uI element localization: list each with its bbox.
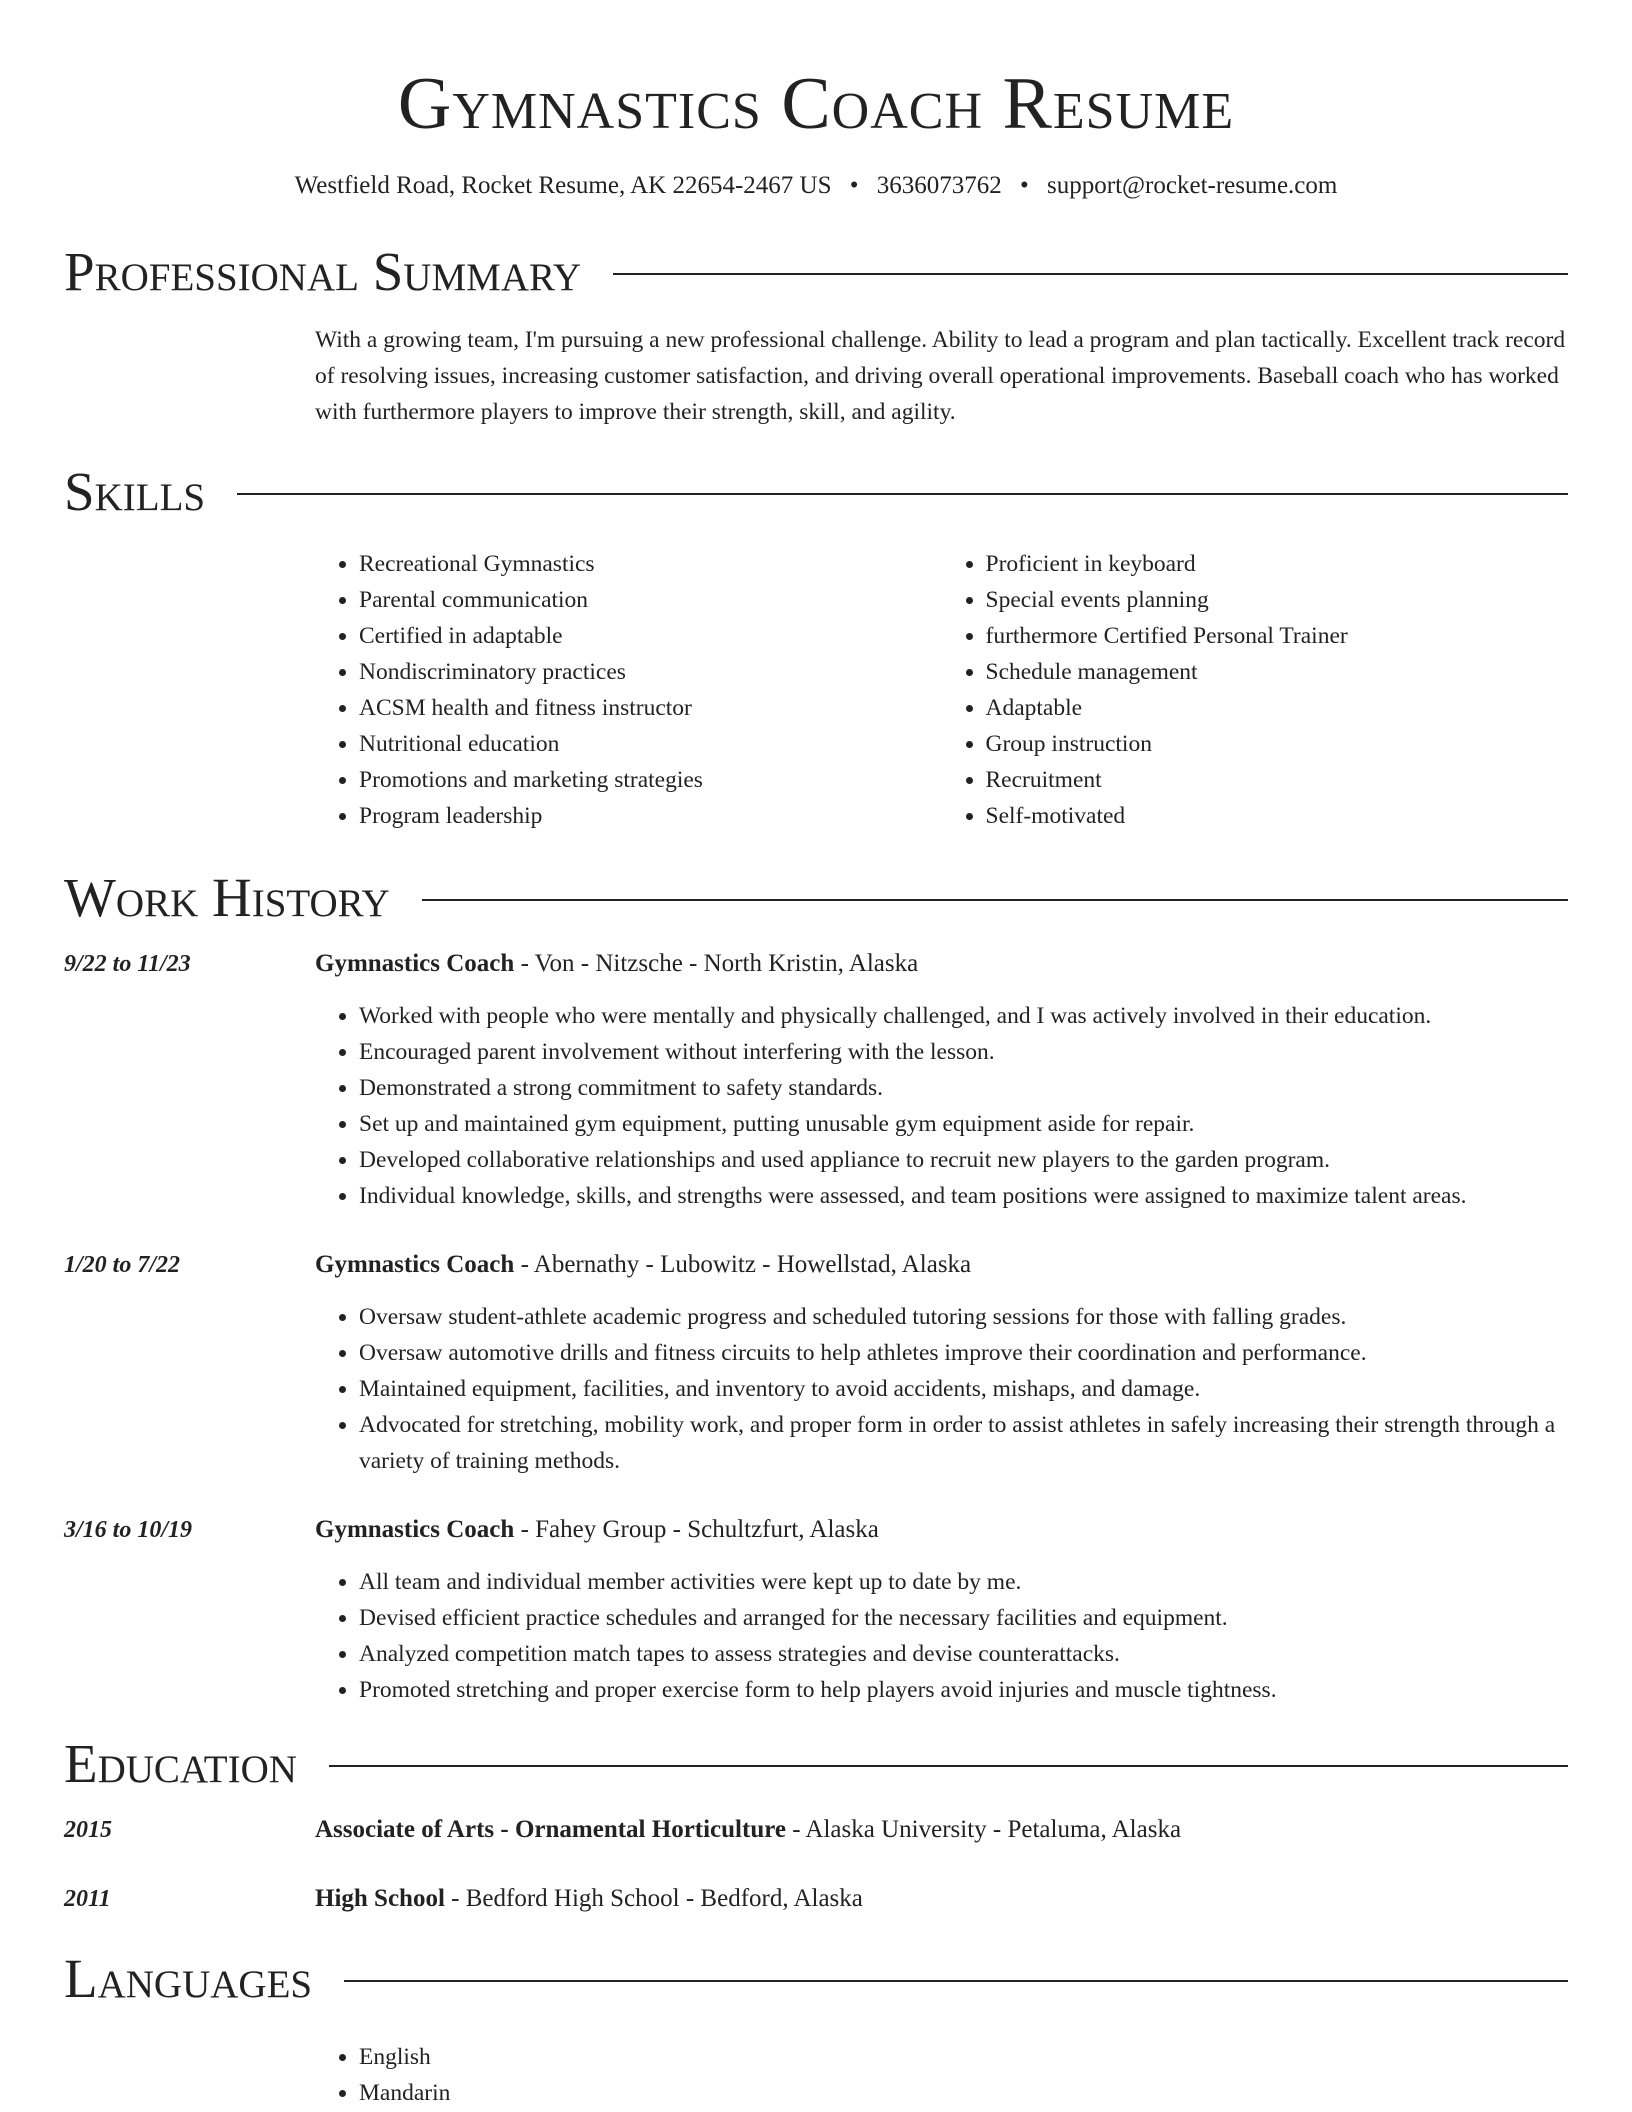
skill-item: • Recreational Gymnastics xyxy=(359,546,942,582)
job-heading xyxy=(315,946,918,982)
section-title-languages: Languages xyxy=(64,1948,313,2009)
job-bullet: • Demonstrated a strong commitment to safety standards. xyxy=(359,1070,1568,1106)
section-divider xyxy=(422,899,1568,901)
job-bullet: • Promoted stretching and proper exercise form to help players avoid injuries and muscle tightness. xyxy=(359,1672,1568,1708)
job-title: Gymnastics Coach xyxy=(315,950,515,977)
language-item: • Mandarin xyxy=(359,2075,1568,2111)
contact-separator: • xyxy=(849,172,859,199)
skill-item: • ACSM health and fitness instructor xyxy=(359,690,942,726)
education-header xyxy=(64,1812,1568,1848)
job-details: - Von - Nitzsche - North Kristin, Alaska xyxy=(514,950,919,977)
summary-text: With a growing team, I'm pursuing a new professional challenge. Ability to lead a program and plan tactically. Excellent track record of resolving issues, increasing customer satisfaction, and driving overall operational improvements. Baseball coach who has worked with furthermore players to improve their strength, skill, and agility. xyxy=(315,327,1566,425)
resume-title: Gymnastics Coach Resume xyxy=(397,63,1235,145)
skill-item: • Adaptable xyxy=(986,690,1569,726)
section-header-languages xyxy=(64,1947,1568,2011)
job-heading xyxy=(315,1512,879,1548)
skills-column-left xyxy=(315,546,942,834)
job-bullets xyxy=(315,998,1568,1214)
job-bullet: • Analyzed competition match tapes to assess strategies and devise counterattacks. xyxy=(359,1636,1568,1672)
education-degree: Associate of Arts - Ornamental Horticulture xyxy=(315,1816,786,1843)
languages-list xyxy=(315,2039,1568,2111)
job-bullet: • Oversaw student-athlete academic progress and scheduled tutoring sessions for those with falling grades. xyxy=(359,1299,1568,1335)
education-heading xyxy=(315,1881,863,1917)
section-header-summary xyxy=(64,240,1568,304)
job-date: 3/16 to 10/19 xyxy=(64,1517,193,1543)
education-date: 2011 xyxy=(64,1886,111,1912)
section-divider xyxy=(237,493,1568,495)
education-entry xyxy=(64,1881,1568,1917)
job-date: 1/20 to 7/22 xyxy=(64,1252,181,1278)
section-divider xyxy=(344,1980,1568,1982)
skill-item: • Parental communication xyxy=(359,582,942,618)
skill-item: • Nutritional education xyxy=(359,726,942,762)
skill-item: • Promotions and marketing strategies xyxy=(359,762,942,798)
contact-separator: • xyxy=(1020,172,1029,199)
skill-item: • Program leadership xyxy=(359,798,942,834)
job-bullets xyxy=(315,1564,1568,1708)
section-title-summary: Professional Summary xyxy=(64,241,582,302)
job-entry xyxy=(64,1247,1568,1479)
skill-item: • Self-motivated xyxy=(986,798,1569,834)
skill-item: • Schedule management xyxy=(986,654,1569,690)
section-title-skills: Skills xyxy=(64,461,206,522)
skills-column-right xyxy=(942,546,1569,834)
education-degree: High School xyxy=(315,1885,445,1912)
job-bullet: • Maintained equipment, facilities, and inventory to avoid accidents, mishaps, and damage. xyxy=(359,1371,1568,1407)
job-date: 9/22 to 11/23 xyxy=(64,951,191,977)
education-heading xyxy=(315,1812,1181,1848)
section-title-work: Work History xyxy=(64,867,390,928)
skill-item: • Proficient in keyboard xyxy=(986,546,1569,582)
education-header xyxy=(64,1881,1568,1917)
section-header-work xyxy=(64,866,1568,930)
job-entry xyxy=(64,1512,1568,1708)
job-bullet: • All team and individual member activities were kept up to date by me. xyxy=(359,1564,1568,1600)
section-divider xyxy=(613,273,1568,275)
job-bullet: • Advocated for stretching, mobility work, and proper form in order to assist athletes in safely increasing their strength through a variety of training methods. xyxy=(359,1407,1568,1479)
job-header xyxy=(64,1247,1568,1283)
job-bullet: • Encouraged parent involvement without interfering with the lesson. xyxy=(359,1034,1568,1070)
section-header-education xyxy=(64,1732,1568,1796)
job-entry xyxy=(64,946,1568,1214)
job-title: Gymnastics Coach xyxy=(315,1251,515,1278)
language-item: • English xyxy=(359,2039,1568,2075)
job-bullet: • Worked with people who were mentally and physically challenged, and I was actively involved in their education. xyxy=(359,998,1568,1034)
education-details: - Bedford High School - Bedford, Alaska xyxy=(444,1885,863,1912)
skill-item: • Special events planning xyxy=(986,582,1569,618)
job-header xyxy=(64,946,1568,982)
education-entry xyxy=(64,1812,1568,1848)
job-header xyxy=(64,1512,1568,1548)
skill-item: • Recruitment xyxy=(986,762,1569,798)
resume-page xyxy=(64,0,1568,2111)
contact-line xyxy=(64,170,1568,202)
job-heading xyxy=(315,1247,971,1283)
contact-address: Westfield Road, Rocket Resume, AK 22654-2467 US xyxy=(294,172,832,199)
section-title-education: Education xyxy=(64,1733,297,1794)
section-divider xyxy=(329,1765,1568,1767)
contact-phone: 3636073762 xyxy=(876,172,1002,199)
job-bullet: • Individual knowledge, skills, and strengths were assessed, and team positions were assigned to maximize talent areas. xyxy=(359,1178,1568,1214)
skill-item: • furthermore Certified Personal Trainer xyxy=(986,618,1569,654)
education-details: - Alaska University - Petaluma, Alaska xyxy=(785,1816,1182,1843)
job-bullet: • Oversaw automotive drills and fitness circuits to help athletes improve their coordination and performance. xyxy=(359,1335,1568,1371)
skill-item: • Certified in adaptable xyxy=(359,618,942,654)
job-bullet: • Developed collaborative relationships and used appliance to recruit new players to the garden program. xyxy=(359,1142,1568,1178)
job-bullets xyxy=(315,1299,1568,1479)
section-header-skills xyxy=(64,460,1568,524)
job-bullet: • Devised efficient practice schedules and arranged for the necessary facilities and equipment. xyxy=(359,1600,1568,1636)
job-details: - Abernathy - Lubowitz - Howellstad, Alaska xyxy=(514,1251,972,1278)
job-details: - Fahey Group - Schultzfurt, Alaska xyxy=(514,1516,879,1543)
education-date: 2015 xyxy=(64,1817,112,1843)
skill-item: • Group instruction xyxy=(986,726,1569,762)
skills-list xyxy=(315,546,1568,834)
skill-item: • Nondiscriminatory practices xyxy=(359,654,942,690)
job-title: Gymnastics Coach xyxy=(315,1516,515,1543)
contact-email: support@rocket-resume.com xyxy=(1047,172,1338,199)
job-bullet: • Set up and maintained gym equipment, putting unusable gym equipment aside for repair. xyxy=(359,1106,1568,1142)
